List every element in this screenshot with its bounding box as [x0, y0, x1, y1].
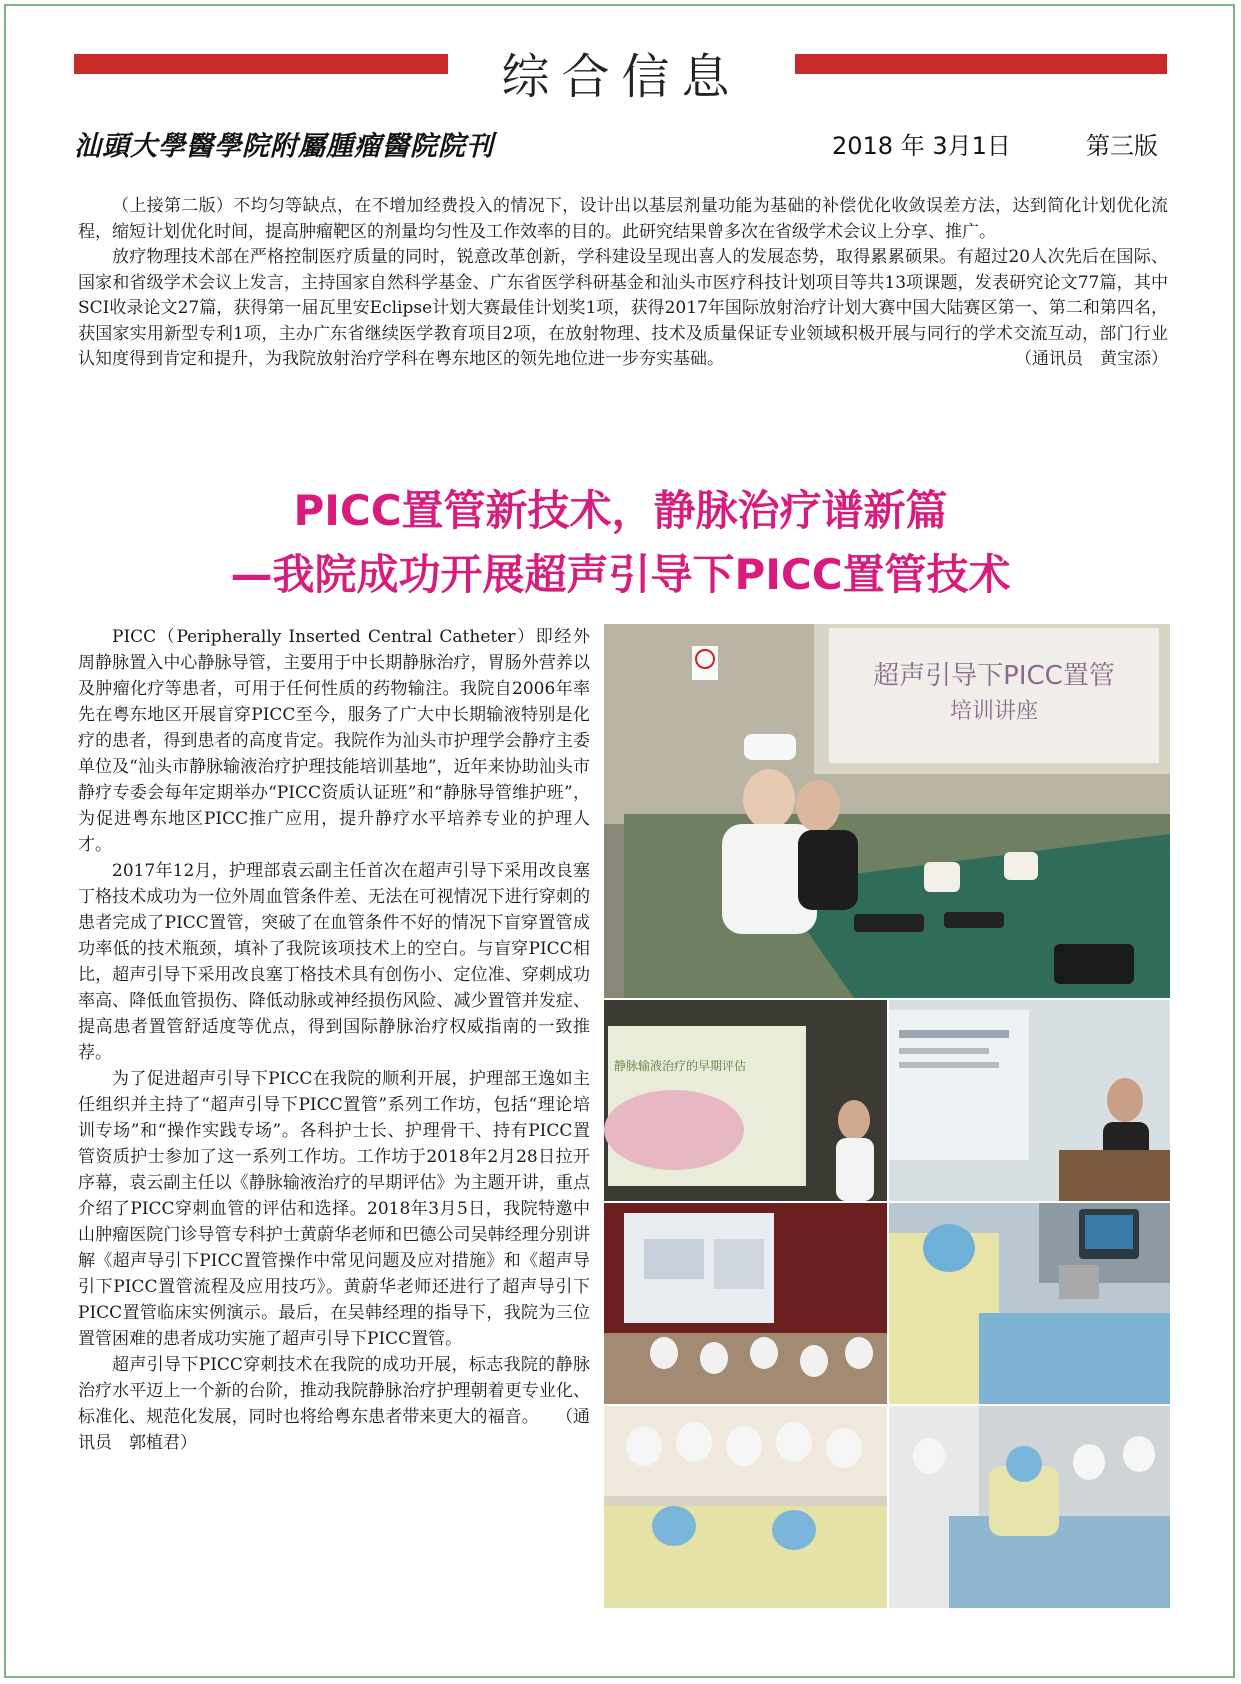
article-byline: （通讯员 郭植君） [78, 1407, 591, 1453]
screen-title-line-2: 培训讲座 [949, 699, 1039, 724]
nurse-speaker [743, 769, 795, 829]
cup-icon [924, 862, 960, 892]
speaker-person [838, 1100, 870, 1140]
issue-page-label: 第三版 [1086, 132, 1158, 160]
headline-main: PICC置管新技术，静脉治疗谱新篇 [293, 486, 948, 535]
gowned-operators [604, 1506, 887, 1608]
intro-paragraph-1: （上接第二版）不均匀等缺点，在不增加经费投入的情况下，设计出以基层剂量功能为基础的补偿优化收敛误差方法，达到简化计划优化流程，缩短计划优化时间，提高肿瘤靶区的剂量均匀性及工作效率的目的。此研究结果曾多次在省级学术会议上分享、推广。 [78, 196, 1168, 242]
article-paragraph-3: 为了促进超声引导下PICC在我院的顺利开展，护理部王逸如主任组织并主持了“超声引导下PICC置管”系列工作坊，包括“理论培训专场”和“操作实践专场”。各科护士长、护理骨干、持有PICC置管资质护士参加了这一系列工作坊。工作坊于2018年2月28日拉开序幕，袁云副主任以《静脉输液治疗的早期评估》为主题开讲，重点介绍了PICC穿刺血管的评估和选择。2018年3月5日，我院特邀中山肿瘤医院门诊导管专科护士黄蔚华老师和巴德公司吴韩经理分别讲解《超声导引下PICC置管操作中常见问题及应对措施》和《超声导引下PICC置管流程及应用技巧》。黄蔚华老师还进行了超声导引下PICC置管临床实例演示。最后，在吴韩经理的指导下，我院为三位置管困难的患者成功实施了超声引导下PICC置管。 [78, 1069, 590, 1349]
masthead-logo-text: 汕頭大學醫學院附屬腫瘤醫院院刊 [74, 131, 494, 162]
intro-byline: （通讯员 黄宝添） [1015, 349, 1168, 369]
article-paragraph-4 [78, 1352, 590, 1456]
headline-subtitle: —我院成功开展超声引导下PICC置管技术 [230, 550, 1011, 599]
slide-title: 静脉输液治疗的早期评估 [614, 1059, 747, 1073]
article-paragraph-4-text: 超声引导下PICC穿刺技术在我院的成功开展，标志我院的静脉治疗水平迈上一个新的台阶，推动我院静脉治疗护理朝着更专业化、标准化、规范化发展，同时也将给粤东患者带来更大的福音。 [78, 1355, 590, 1427]
section-title: 综合信息 [501, 49, 742, 105]
issue-date: 2018 年 3月1日 [832, 132, 1011, 160]
picc-article [78, 624, 590, 1456]
desk-phone-icon [1054, 944, 1134, 984]
microphone-base-icon [854, 914, 924, 932]
intro-continued-article [78, 194, 1168, 373]
header-band-left [74, 54, 448, 74]
screen-title-line-1: 超声引导下PICC置管 [873, 661, 1115, 691]
cup-icon [1004, 852, 1038, 880]
intro-paragraph-2-text: 放疗物理技术部在严格控制医疗质量的同时，锐意改革创新，学科建设呈现出喜人的发展态势，取得累累硕果。有超过20人次先后在国际、国家和省级学术会议上发言，主持国家自然科学基金、广东省医学科研基金和汕头市医疗科技计划项目等共13项课题，发表研究论文77篇，其中SCI收录论文27篇，获得第一届瓦里安Eclipse计划大赛最佳计划奖1项，获得2017年国际放射治疗计划大赛中国大陆赛区第一、第二和第四名，获国家实用新型专利1项，主办广东省继续医学教育项目2项，在放射物理、技术及质量保证专业领域积极开展与同行的学术交流互动，部门行业认知度得到肯定和提升，为我院放射治疗学科在粤东地区的领先地位进一步夯实基础。 [78, 247, 1168, 369]
photo-speaker-podium [889, 1000, 1170, 1201]
photo-nurses-observing [604, 1406, 887, 1608]
photo-workshop-audience [604, 1203, 887, 1404]
photo-lecture-early-assessment [604, 1000, 887, 1201]
podium [1059, 1150, 1170, 1201]
speaker-person [1107, 1078, 1143, 1122]
intro-paragraph-2 [78, 245, 1168, 373]
photo-ultrasound-picc-procedure [889, 1203, 1170, 1404]
article-paragraph-2: 2017年12月，护理部袁云副主任首次在超声引导下采用改良塞丁格技术成功为一位外周血管条件差、无法在可视情况下进行穿刺的患者完成了PICC置管，突破了在血管条件不好的情况下盲穿置管成功率低的技术瓶颈，填补了我院该项技术上的空白。与盲穿PICC相比，超声引导下采用改良塞丁格技术具有创伤小、定位准、穿刺成功率高、降低血管损伤、降低动脉或神经损伤风险、减少置管并发症、提高患者置管舒适度等优点，得到国际静脉治疗权威指南的一致推荐。 [78, 861, 590, 1063]
header-band-right [795, 54, 1167, 74]
photo-ward-procedure [889, 1406, 1170, 1608]
patient-bed [949, 1516, 1170, 1608]
patient-drape [979, 1313, 1170, 1404]
article-paragraph-1: PICC（Peripherally Inserted Central Catheter）即经外周静脉置入中心静脉导管，主要用于中长期静脉治疗，胃肠外营养以及肿瘤化疗等患者，可用于任何性质的药物输注。我院自2006年率先在粤东地区开展盲穿PICC至今，服务了广大中长期输液特别是化疗的患者，得到患者的高度肯定。我院作为汕头市护理学会静疗主委单位及“汕头市静脉输液治疗护理技能培训基地”，近年来协助汕头市静疗专委会每年定期举办“PICC资质认证班”和“静脉导管维护班”，为促进粤东地区PICC推广应用，提升静疗水平培养专业的护理人才。 [78, 627, 590, 855]
photo-training-lecture-meeting [604, 624, 1170, 998]
